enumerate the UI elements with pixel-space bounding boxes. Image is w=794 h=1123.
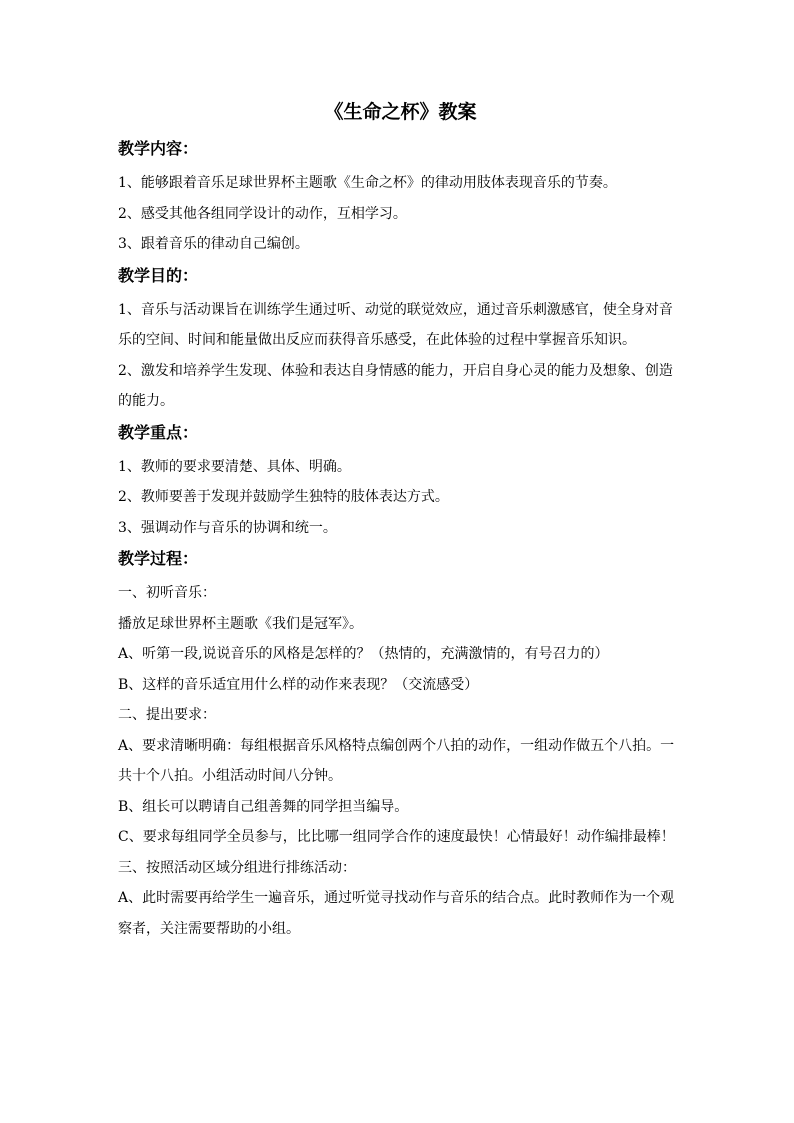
paragraph: 一、初听音乐： (118, 585, 216, 601)
paragraph: 3、强调动作与音乐的协调和统一。 (118, 519, 337, 536)
paragraph: A、听第一段,说说音乐的风格是怎样的？（热情的，充满激情的，有号召力的） (118, 646, 609, 662)
section-teaching-content (118, 137, 683, 260)
section-teaching-focus (118, 421, 683, 544)
paragraph: 三、按照活动区域分组进行排练活动： (118, 859, 356, 876)
section-heading: 教学内容： (118, 139, 199, 158)
document-body (118, 98, 683, 948)
paragraph: 3、跟着音乐的律动自己编创。 (118, 236, 309, 252)
section-teaching-goals (118, 264, 683, 417)
section-heading: 教学目的： (118, 265, 199, 285)
paragraph: A、此时需要再给学生一遍音乐，通过听觉寻找动作与音乐的结合点。此时教师作为一个观察者，关注需要帮助的小组。 (118, 890, 675, 937)
paragraph: B、这样的音乐适宜用什么样的动作来表现？（交流感受） (118, 676, 479, 693)
section-teaching-process (118, 547, 683, 944)
paragraph: 播放足球世界杯主题歌《我们是冠军》。 (118, 615, 363, 632)
paragraph: 1、音乐与活动课旨在训练学生通过听、动觉的联觉效应，通过音乐刺激感官，使全身对音乐的空间、时间和能量做出反应而获得音乐感受，在此体验的过程中掌握音乐知识。 (118, 301, 673, 348)
section-heading: 教学过程： (118, 549, 199, 568)
paragraph: 二、提出要求： (118, 707, 216, 723)
paragraph: 1、能够跟着音乐足球世界杯主题歌《生命之杯》的律动用肢体表现音乐的节奏。 (118, 175, 617, 191)
section-heading: 教学重点： (118, 422, 199, 442)
paragraph: 2、激发和培养学生发现、体验和表达自身情感的能力，开启自身心灵的能力及想象、创造的能力。 (118, 362, 673, 409)
document-title: 《生命之杯》教案 (324, 101, 477, 123)
paragraph: 1、教师的要求要清楚、具体、明确。 (118, 458, 351, 475)
paragraph: 2、感受其他各组同学设计的动作，互相学习。 (118, 205, 407, 222)
paragraph: A、要求清晰明确：每组根据音乐风格特点编创两个八拍的动作，一组动作做五个八拍。一共十个八拍。小组活动时间八分钟。 (118, 737, 675, 784)
paragraph: B、组长可以聘请自己组善舞的同学担当编导。 (118, 798, 409, 815)
paragraph: C、要求每组同学全员参与，比比哪一组同学合作的速度最快！心情最好！动作编排最棒！ (118, 829, 675, 845)
paragraph: 2、教师要善于发现并鼓励学生独特的肢体表达方式。 (118, 489, 449, 505)
